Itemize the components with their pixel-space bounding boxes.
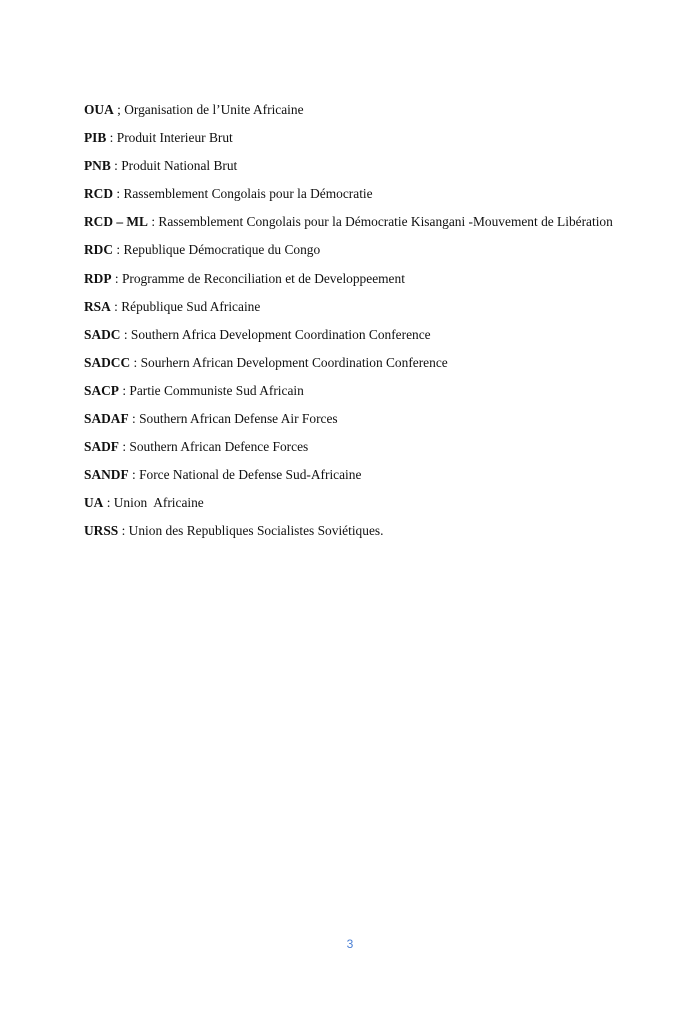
abbreviation-entry [84,326,617,345]
abbreviation-entry [84,410,617,429]
abbreviation-entry [84,129,617,148]
abbreviation-definition: Rassemblement Congolais pour la Démocratie [123,186,373,202]
separator: : [103,495,114,511]
abbreviation-entry [84,494,617,513]
abbreviation-term: RDP [84,270,112,286]
abbreviation-definition: Organisation de l’Unite Africaine [124,102,304,117]
abbreviation-entry [84,298,617,317]
separator: : [118,523,129,539]
abbreviation-definition: Force National de Defense Sud-Africaine [139,467,362,483]
page-number: 3 [346,937,354,951]
abbreviation-term: SADAF [84,411,129,427]
separator: : [147,214,159,230]
separator: ; [113,102,125,117]
abbreviation-entry [84,185,617,204]
separator: : [130,354,141,370]
abbreviation-term: RDC [84,242,114,258]
abbreviation-term: URSS [84,523,119,539]
abbreviation-term: PNB [84,158,111,174]
abbreviation-definition: Southern African Defense Air Forces [139,411,338,427]
abbreviation-term: SADCC [84,354,131,370]
abbreviation-term: RSA [84,298,111,314]
abbreviation-definition: Southern African Defence Forces [129,439,309,455]
abbreviation-term: PIB [84,130,107,146]
abbreviation-entry [84,382,617,401]
abbreviation-term: SADC [84,326,121,342]
abbreviation-entry [84,270,617,289]
separator: : [110,158,122,174]
abbreviation-definition: République Sud Africaine [121,298,261,314]
separator: : [120,326,131,342]
abbreviation-entry [84,241,617,260]
abbreviation-entry [84,213,617,232]
abbreviation-term: SADF [84,439,119,455]
abbreviation-term: SANDF [84,467,129,483]
abbreviation-term: UA [84,495,104,511]
abbreviation-term: OUA [84,102,114,117]
abbreviation-entry [84,466,617,485]
separator: : [111,270,122,286]
abbreviation-term: SACP [84,382,119,398]
separator: : [128,467,140,483]
abbreviation-definition: Programme de Reconciliation et de Developpeement [121,270,405,286]
abbreviation-definition: Southern Africa Development Coordination Conference [130,326,431,342]
abbreviation-entry [84,522,617,541]
separator: : [118,382,130,398]
separator: : [106,130,117,146]
abbreviation-definition: Produit National Brut [121,158,238,174]
abbreviation-entry [84,101,617,120]
abbreviation-entry [84,354,617,373]
abbreviation-definition: Partie Communiste Sud Africain [129,382,304,398]
separator: : [128,411,140,427]
separator: : [113,242,124,258]
abbreviation-definition: Produit Interieur Brut [116,130,233,146]
abbreviation-definition: Union Africaine [113,495,204,511]
abbreviation-definition: Republique Démocratique du Congo [123,242,321,258]
separator: : [110,298,122,314]
separator: : [118,439,130,455]
abbreviation-definition: Sourhern African Development Coordination Conference [140,354,448,370]
abbreviation-entry [84,438,617,457]
abbreviation-term: RCD [84,186,114,202]
abbreviation-entry [84,157,617,176]
abbreviation-definition: Rassemblement Congolais pour la Démocratie Kisangani -Mouvement de Libération [158,214,613,230]
abbreviation-list [84,101,617,551]
abbreviation-definition: Union des Republiques Socialistes Soviétiques. [128,523,384,539]
separator: : [113,186,124,202]
abbreviation-term: RCD – ML [84,214,148,230]
